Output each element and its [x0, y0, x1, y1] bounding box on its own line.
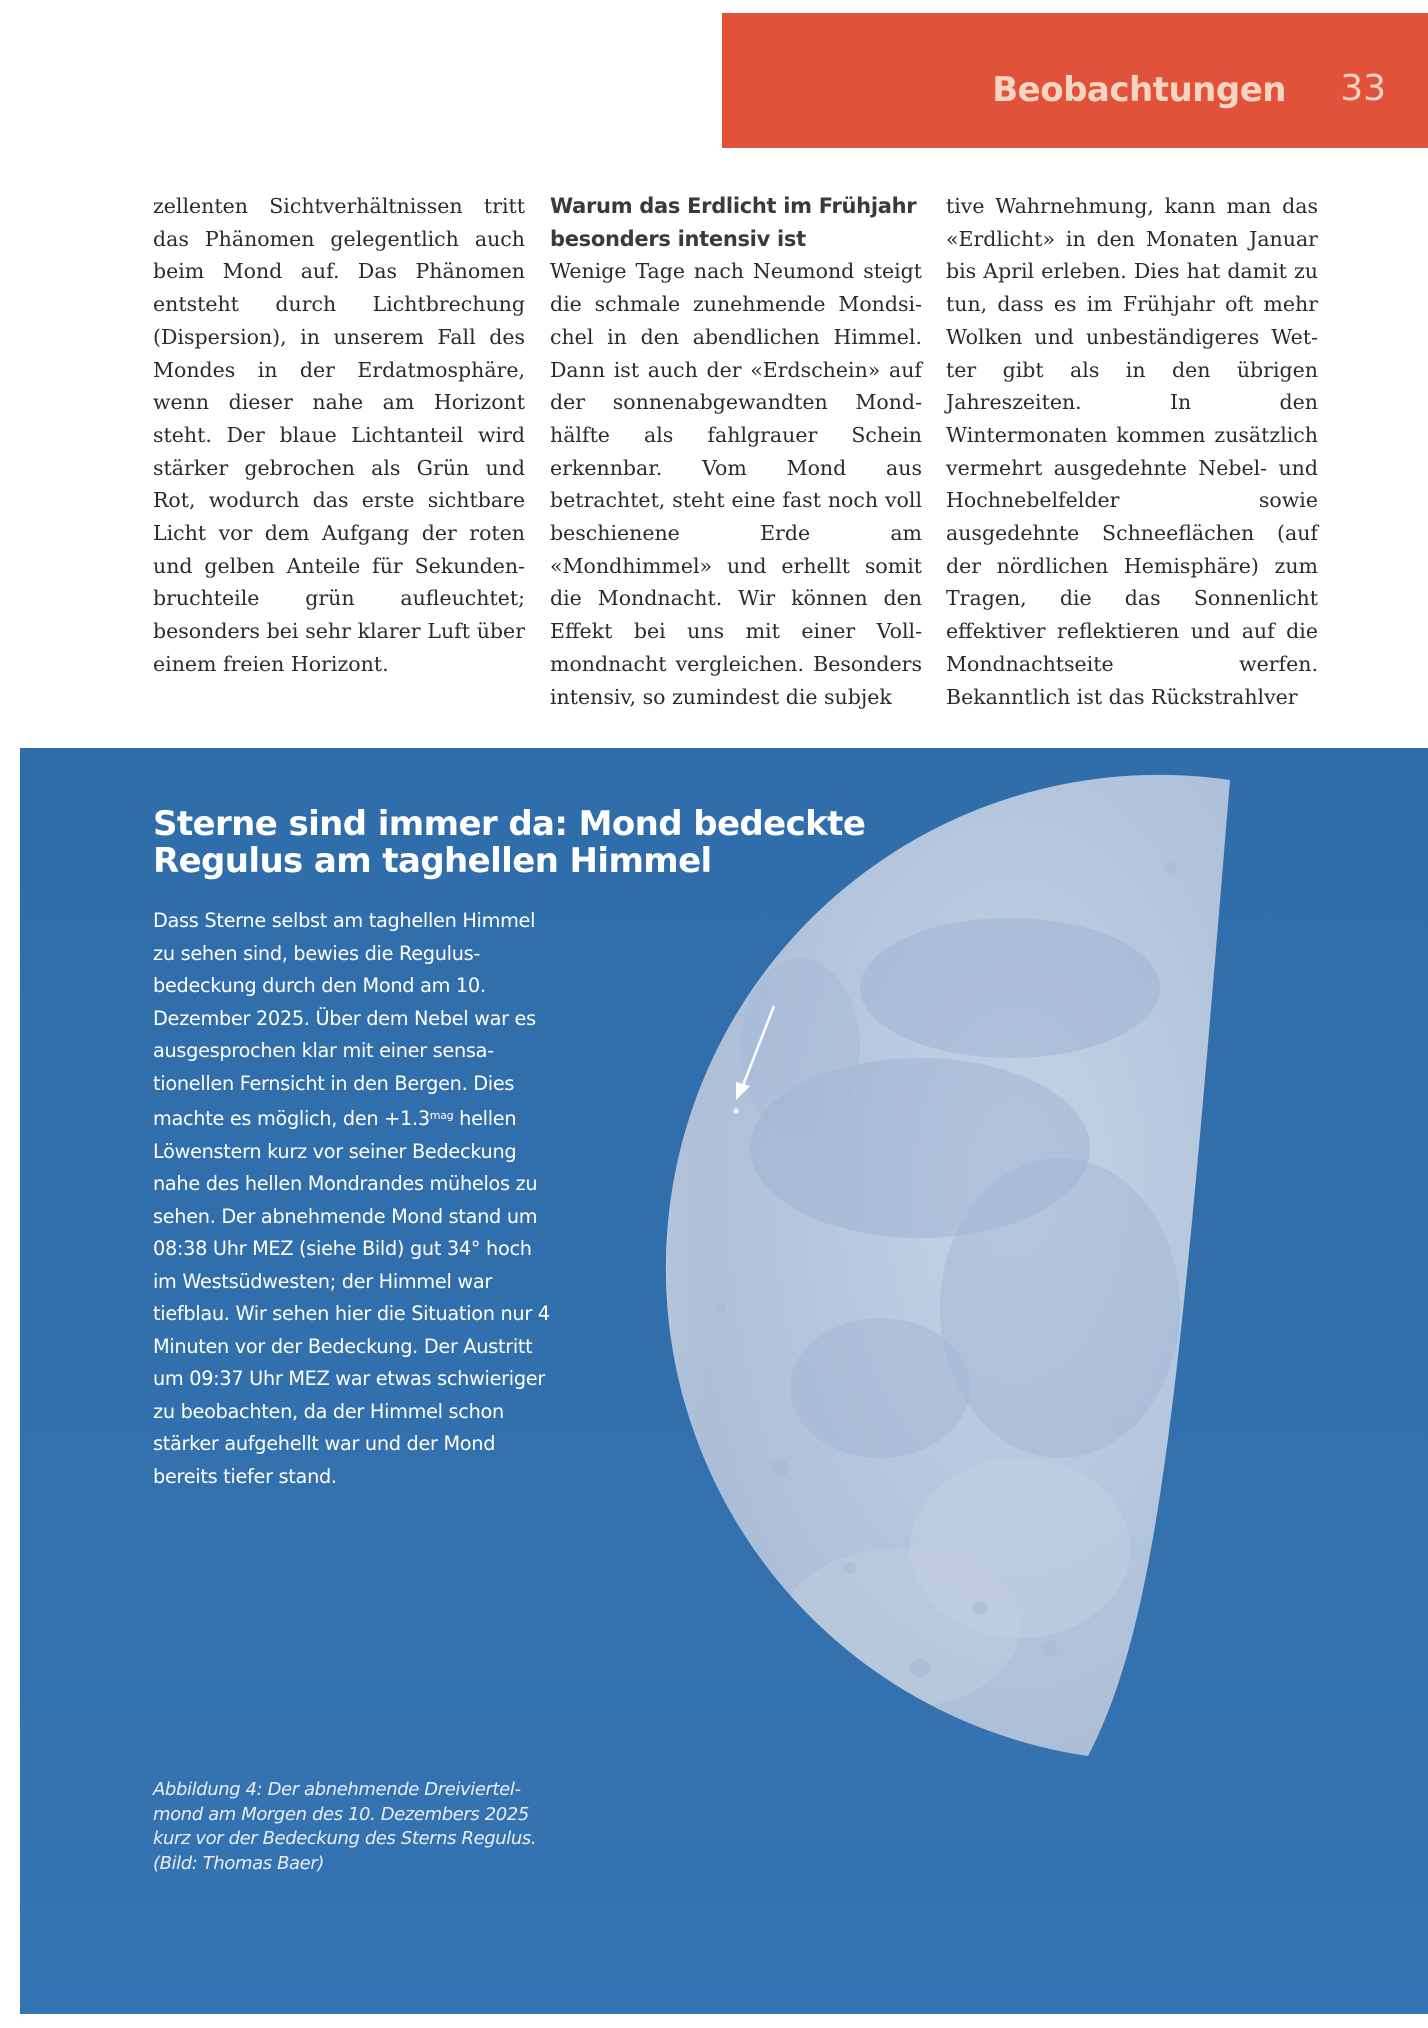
magnitude-unit: mag	[429, 1109, 454, 1122]
feature-body-text: Dass Sterne selbst am taghellen Himmel zu sehen sind, bewies die Regulusbedeckung durch den Mond am 10. Dezember 2025. Über dem Nebel war es ausgesprochen klar mit einer sensationellen Fernsicht in den Bergen. Dies machte es möglich, den +1.3	[153, 909, 536, 1130]
text-column-1	[153, 190, 525, 681]
feature-title: Sterne sind immer da: Mond bedeckte Regulus am taghellen Himmel	[153, 804, 866, 881]
text-column-2	[550, 190, 922, 713]
column-1-text: zellenten Sichtverhältnissen tritt das Phänomen gelegentlich auch beim Mond auf. Das Phänomen entsteht durch Lichtbrechung (Dispersion), in unserem Fall des Mondes in der Erdatmosphäre, wenn dieser nahe am Horizont steht. Der blaue Lichtanteil wird stärker gebrochen als Grün und Rot, wodurch das erste sichtbare Licht vor dem Aufgang der roten und gelben Anteile für Sekundenbruchteile grün aufleuchtet; besonders bei sehr klarer Luft über einem freien Horizont.	[153, 194, 525, 676]
regulus-star	[734, 1109, 739, 1114]
moon-photo	[20, 748, 1428, 2014]
page-number: 33	[1340, 68, 1386, 109]
column-2-text: Wenige Tage nach Neumond steigt die schmale zunehmende Mondsichel in den abendlichen Himmel. Dann ist auch der «Erdschein» auf der sonnenabgewandten Mondhälfte als fahlgrauer Schein erkennbar. Vom Mond aus betrachtet, steht eine fast noch voll beschienene Erde am «Mondhimmel» und erhellt somit die Mondnacht. Wir können den Effekt bei uns mit einer Vollmondnacht vergleichen. Besonders intensiv, so zumindest die subjek	[550, 259, 922, 709]
column-3-text: tive Wahrnehmung, kann man das «Erdlicht» in den Monaten Januar bis April erleben. Dies hat damit zu tun, dass es im Frühjahr oft mehr Wolken und unbeständigeres Wetter gibt als in den übrigen Jahreszeiten. In den Wintermonaten kommen zusätzlich vermehrt ausgedehnte Nebel- und Hochnebelfelder sowie ausgedehnte Schneeflächen (auf der nördlichen Hemisphäre) zum Tragen, die das Sonnenlicht effektiver reflektieren und auf die Mondnachtseite werfen. Bekanntlich ist das Rückstrahlver	[946, 194, 1318, 709]
section-title: Beobachtungen	[992, 70, 1286, 110]
section-heading: Warum das Erdlicht im Frühjahr besonders intensiv ist	[550, 194, 917, 251]
feature-body	[153, 905, 553, 1493]
feature-body-text-2: hellen Löwenstern kurz vor seiner Bedeckung nahe des hellen Mondrandes mühelos zu sehen. Der abnehmende Mond stand um 08:38 Uhr MEZ (siehe Bild) gut 34° hoch im Westsüdwesten; der Himmel war tiefblau. Wir sehen hier die Situation nur 4 Minuten vor der Bedeckung. Der Austritt um 09:37 Uhr MEZ war etwas schwieriger zu beobachten, da der Himmel schon stärker aufgehellt war und der Mond bereits tiefer stand.	[153, 1107, 550, 1488]
figure-caption: Abbildung 4: Der abnehmende Dreiviertelmond am Morgen des 10. Dezembers 2025 kurz vor der Bedeckung des Sterns Regulus. (Bild: Thomas Baer)	[153, 1779, 537, 1874]
text-column-3	[946, 190, 1318, 713]
